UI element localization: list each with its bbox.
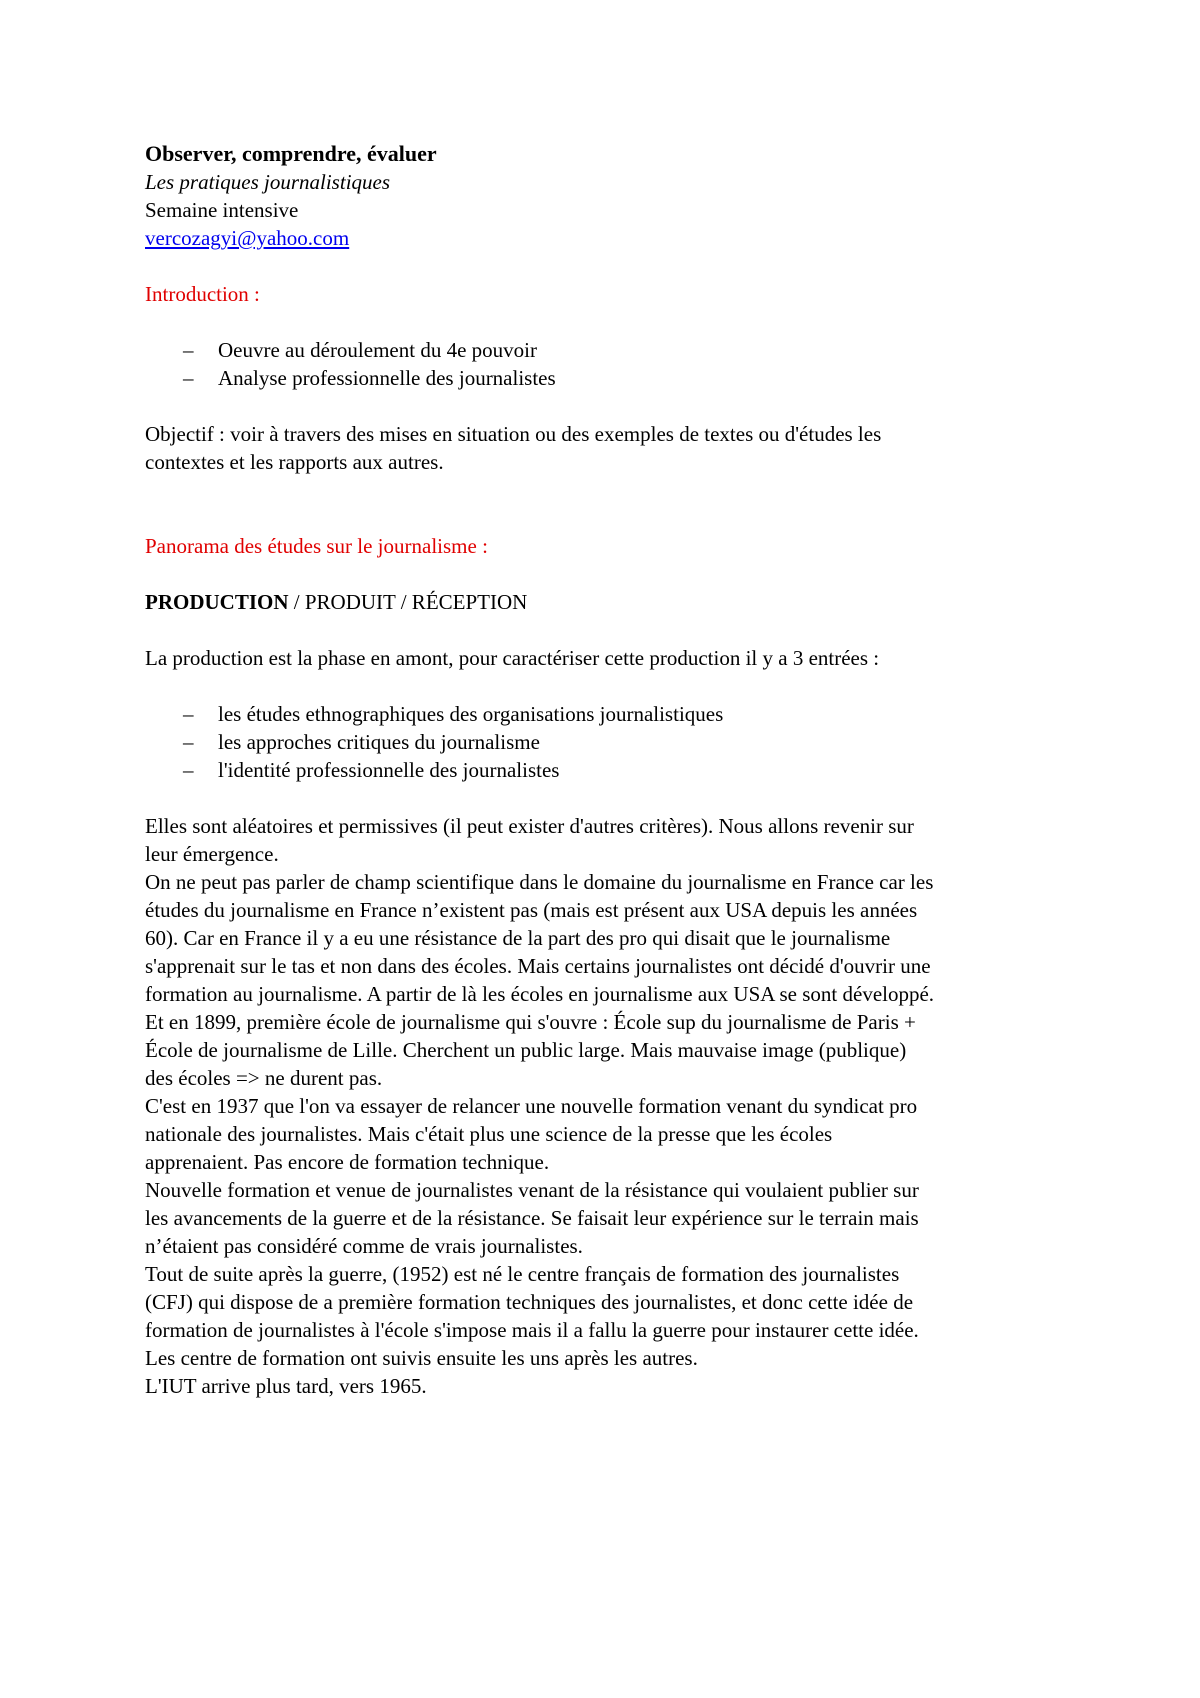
objective-line: Objectif : voir à travers des mises en situation ou des exemples de textes ou d'études les [145, 422, 882, 446]
document-title: Observer, comprendre, évaluer [145, 141, 437, 166]
body-line: L'IUT arrive plus tard, vers 1965. [145, 1374, 427, 1398]
list-item: – Oeuvre au déroulement du 4e pouvoir [183, 338, 537, 362]
triad-rest: / PRODUIT / RÉCEPTION [288, 590, 528, 614]
list-item: – les études ethnographiques des organisations journalistiques [183, 702, 724, 726]
body-line: leur émergence. [145, 842, 279, 866]
document-page [145, 140, 1075, 1400]
body-line: On ne peut pas parler de champ scientifique dans le domaine du journalisme en France car les [145, 870, 934, 894]
email-link[interactable]: vercozagyi@yahoo.com [145, 226, 350, 250]
body-text [145, 812, 1075, 1400]
body-line: les avancements de la guerre et de la résistance. Se faisait leur expérience sur le terrain mais [145, 1206, 919, 1230]
production-intro: La production est la phase en amont, pour caractériser cette production il y a 3 entrées : [145, 646, 880, 670]
production-triad [145, 588, 1075, 616]
triad-production: PRODUCTION [145, 590, 289, 614]
document-subtitle: Les pratiques journalistiques [145, 170, 391, 194]
body-line: C'est en 1937 que l'on va essayer de relancer une nouvelle formation venant du syndicat pro [145, 1094, 918, 1118]
list-item: – Analyse professionnelle des journalistes [183, 366, 556, 390]
body-line: 60). Car en France il y a eu une résistance de la part des pro qui disait que le journalisme [145, 926, 891, 950]
body-line: études du journalisme en France n’existent pas (mais est présent aux USA depuis les années [145, 898, 918, 922]
list-item: – l'identité professionnelle des journalistes [183, 758, 560, 782]
body-line: Et en 1899, première école de journalisme qui s'ouvre : École sup du journalisme de Paris + [145, 1010, 916, 1034]
body-line: Les centre de formation ont suivis ensuite les uns après les autres. [145, 1346, 698, 1370]
dash-marker: – [183, 366, 194, 390]
dash-marker: – [183, 338, 194, 362]
body-line: des écoles => ne durent pas. [145, 1066, 383, 1090]
panorama-heading: Panorama des études sur le journalisme : [145, 534, 488, 558]
body-line: École de journalisme de Lille. Cherchent un public large. Mais mauvaise image (publique) [145, 1038, 907, 1062]
body-line: (CFJ) qui dispose de a première formation techniques des journalistes, et donc cette idée de [145, 1290, 914, 1314]
body-line: formation au journalisme. A partir de là les écoles en journalisme aux USA se sont développé. [145, 982, 935, 1006]
introduction-heading: Introduction : [145, 282, 260, 306]
body-line: Nouvelle formation et venue de journalistes venant de la résistance qui voulaient publier sur [145, 1178, 919, 1202]
body-line: Elles sont aléatoires et permissives (il peut exister d'autres critères). Nous allons revenir sur [145, 814, 914, 838]
session-label: Semaine intensive [145, 198, 299, 222]
body-line: formation de journalistes à l'école s'impose mais il a fallu la guerre pour instaurer cette idée. [145, 1318, 919, 1342]
body-line: n’étaient pas considéré comme de vrais journalistes. [145, 1234, 583, 1258]
dash-marker: – [183, 758, 194, 782]
body-line: Tout de suite après la guerre, (1952) est né le centre français de formation des journalistes [145, 1262, 900, 1286]
body-line: apprenaient. Pas encore de formation technique. [145, 1150, 550, 1174]
production-entries-list [145, 700, 1075, 784]
dash-marker: – [183, 702, 194, 726]
introduction-list [145, 336, 1075, 392]
body-line: nationale des journalistes. Mais c'était plus une science de la presse que les écoles [145, 1122, 833, 1146]
list-item: – les approches critiques du journalisme [183, 730, 540, 754]
objective-line: contextes et les rapports aux autres. [145, 450, 444, 474]
dash-marker: – [183, 730, 194, 754]
body-line: s'apprenait sur le tas et non dans des écoles. Mais certains journalistes ont décidé d'ouvrir une [145, 954, 931, 978]
